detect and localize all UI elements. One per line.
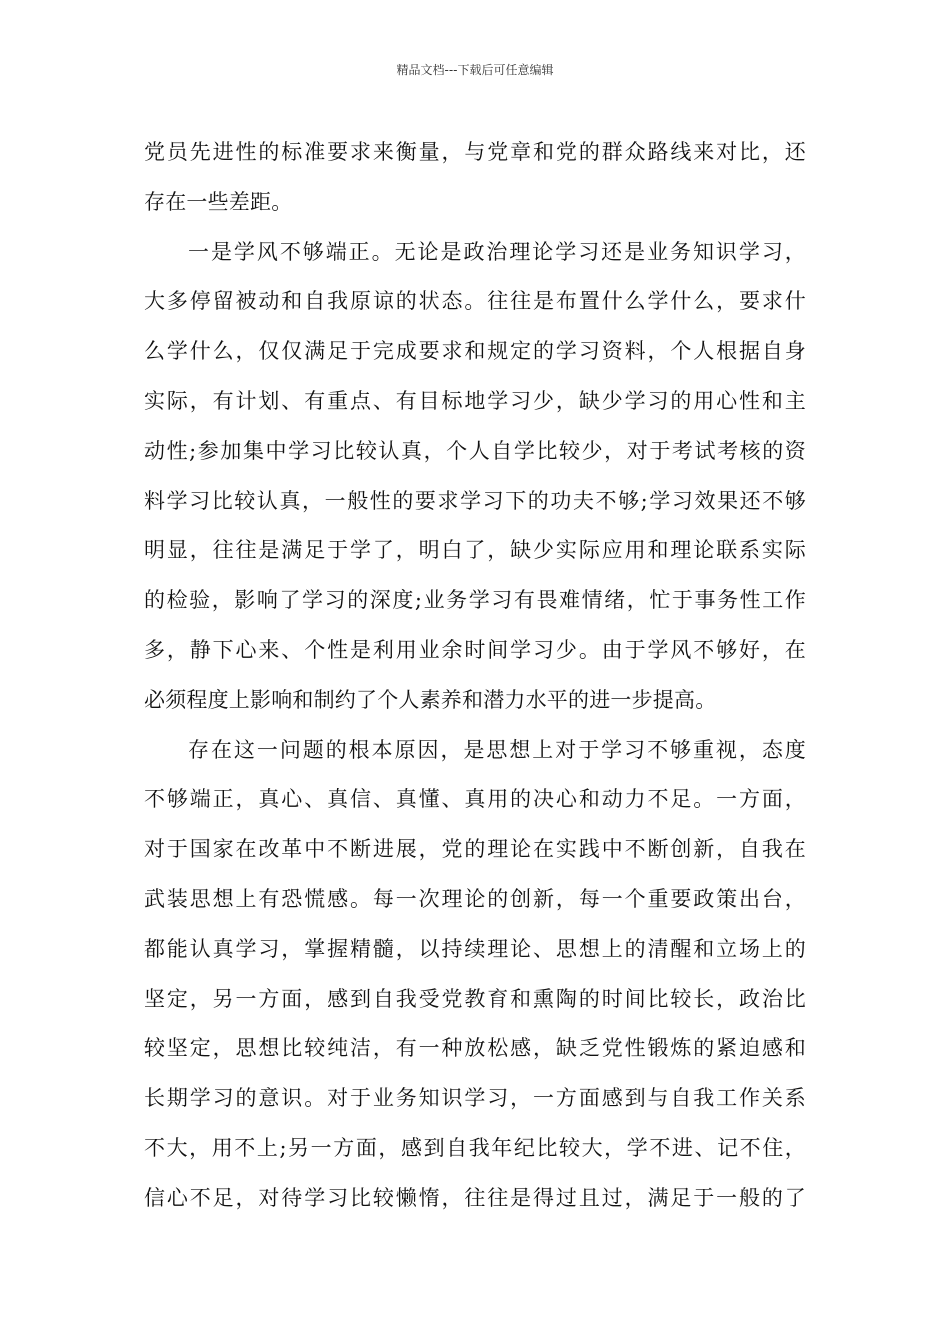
text-line: 都能认真学习，掌握精髓，以持续理论、思想上的清醒和立场上的: [144, 936, 806, 961]
text-line: 料学习比较认真，一般性的要求学习下的功夫不够;学习效果还不够: [144, 488, 806, 513]
document-body: [144, 128, 806, 1224]
text-line: 么学什么，仅仅满足于完成要求和规定的学习资料，个人根据自身: [144, 339, 806, 364]
text-line: 长期学习的意识。对于业务知识学习，一方面感到与自我工作关系: [144, 1086, 806, 1111]
text-line: 坚定，另一方面，感到自我受党教育和熏陶的时间比较长，政治比: [144, 986, 806, 1011]
text-line: 党员先进性的标准要求来衡量，与党章和党的群众路线来对比，还: [144, 140, 806, 164]
text-line: 动性;参加集中学习比较认真，个人自学比较少，对于考试考核的资: [144, 438, 806, 463]
text-line: 武装思想上有恐慌感。每一次理论的创新，每一个重要政策出台，: [144, 886, 806, 911]
text-line: 较坚定，思想比较纯洁，有一种放松感，缺乏党性锻炼的紧迫感和: [144, 1036, 806, 1061]
text-line: 不大，用不上;另一方面，感到自我年纪比较大，学不进、记不住，: [144, 1135, 806, 1160]
text-line: 对于国家在改革中不断进展，党的理论在实践中不断创新，自我在: [144, 837, 806, 862]
text-line: 多，静下心来、个性是利用业余时间学习少。由于学风不够好，在: [144, 637, 806, 662]
text-line: 存在这一问题的根本原因，是思想上对于学习不够重视，态度: [188, 737, 806, 762]
text-line: 必须程度上影响和制约了个人素养和潜力水平的进一步提高。: [144, 687, 717, 712]
page-header: 精品文档---下载后可任意编辑: [396, 63, 554, 77]
text-line: 存在一些差距。: [144, 189, 293, 214]
text-line: 信心不足，对待学习比较懒惰，往往是得过且过，满足于一般的了: [144, 1185, 806, 1210]
text-line: 明显，往往是满足于学了，明白了，缺少实际应用和理论联系实际: [144, 538, 806, 563]
text-line: 大多停留被动和自我原谅的状态。往往是布置什么学什么，要求什: [144, 289, 806, 314]
text-line: 的检验，影响了学习的深度;业务学习有畏难情绪，忙于事务性工作: [144, 588, 806, 613]
text-line: 实际，有计划、有重点、有目标地学习少，缺少学习的用心性和主: [144, 388, 806, 413]
text-line: 不够端正，真心、真信、真懂、真用的决心和动力不足。一方面，: [144, 787, 806, 812]
text-line: 一是学风不够端正。无论是政治理论学习还是业务知识学习，: [188, 239, 806, 264]
